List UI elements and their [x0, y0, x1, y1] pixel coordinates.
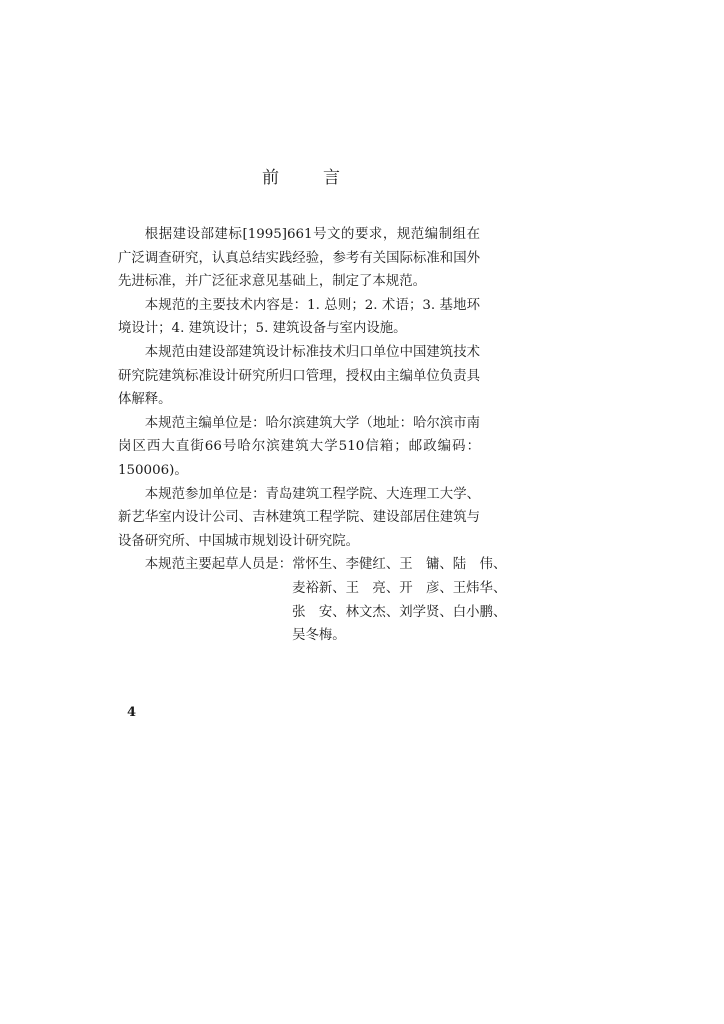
paragraph-4: 本规范主编单位是：哈尔滨建筑大学（地址：哈尔滨市南岗区西大直街66号哈尔滨建筑大学510信箱；邮政编码：150006)。	[118, 415, 480, 478]
drafters-line-2: 麦裕新、王 亮、开 彦、王炜华、	[292, 580, 507, 596]
paragraph-2: 本规范的主要技术内容是：1. 总则；2. 术语；3. 基地环境设计；4. 建筑设计；5. 建筑设备与室内设施。	[118, 297, 480, 337]
page-title	[262, 163, 340, 188]
drafters-lead: 本规范主要起草人员是：	[144, 557, 293, 573]
paragraph-5: 本规范参加单位是：青岛建筑工程学院、大连理工大学、新艺华室内设计公司、吉林建筑工程学院、建设部居住建筑与设备研究所、中国城市规划设计研究院。	[118, 486, 480, 549]
paragraph-3: 本规范由建设部建筑设计标准技术归口单位中国建筑技术研究院建筑标准设计研究所归口管理，授权由主编单位负责具体解释。	[118, 344, 480, 408]
drafters-line-3: 张 安、林文杰、刘学贤、白小鹏、	[292, 604, 507, 620]
page-number: 4	[127, 705, 137, 720]
paragraph-1: 根据建设部建标[1995]661号文的要求，规范编制组在广泛调查研究，认真总结实践经验，参考有关国际标准和国外先进标准，并广泛征求意见基础上，制定了本规范。	[118, 227, 480, 290]
title-char-1: 前	[262, 168, 279, 188]
drafters-line-1: 常怀生、李健红、王 镛、陆 伟、	[292, 557, 507, 573]
drafters-names	[292, 553, 506, 647]
drafters-line-4: 吴冬梅。	[292, 628, 346, 644]
title-char-2: 言	[323, 168, 340, 188]
preface-body	[118, 223, 507, 648]
drafters-block	[118, 553, 507, 647]
